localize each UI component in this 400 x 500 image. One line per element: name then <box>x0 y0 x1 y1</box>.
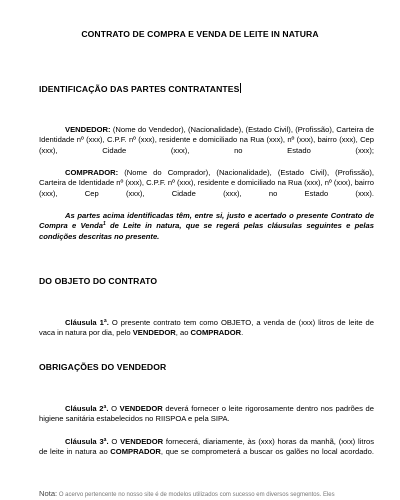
clause-2-text-2: deverá fornecer o leite rigorosamente dentro nos padrões de higiene sanitária estabelecidos no RIISPOA e pela SIPA. <box>39 404 375 424</box>
clause-1-text: O presente contrato tem como OBJETO, a venda de (xxx) litros de leite de vaca in natura por dia, pelo <box>39 318 375 338</box>
clause-1-text-3: . <box>241 328 244 338</box>
clause-2-text: O <box>108 404 120 413</box>
clause-3-seller: VENDEDOR <box>120 437 164 446</box>
clause-1-buyer: COMPRADOR <box>190 328 242 338</box>
footnote-label: Nota: <box>39 489 58 498</box>
clause-3-buyer: COMPRADOR <box>110 447 161 457</box>
section-heading-parties-text: IDENTIFICAÇÃO DAS PARTES CONTRATANTES <box>39 84 240 94</box>
agreement-footnote-ref: 1 <box>102 221 106 228</box>
seller-paragraph <box>39 125 374 156</box>
clause-3-label: Cláusula 3ª. <box>65 437 109 446</box>
section-heading-obligations: OBRIGAÇÕES DO VENDEDOR <box>39 362 167 372</box>
text-cursor <box>240 83 241 93</box>
seller-text: (Nome do Vendedor), (Nacionalidade), (Estado Civil), (Profissão), Carteira de Identidade nº (xxx), C.P.F. nº (xxx), residente e domiciliado na Rua (xxx), nº (xxx), bairro (xxx), Cep (xxx), Cidade (xxx), no Estado (xxx); <box>39 125 374 155</box>
section-heading-parties <box>39 83 241 94</box>
agreement-paragraph <box>39 211 374 242</box>
clause-1-paragraph <box>39 318 374 339</box>
clause-2-label: Cláusula 2ª. <box>65 404 109 413</box>
clause-1-label: Cláusula 1ª. <box>65 318 109 327</box>
section-heading-object: DO OBJETO DO CONTRATO <box>39 276 158 286</box>
clause-2-seller: VENDEDOR <box>119 404 163 413</box>
footnote <box>39 489 399 498</box>
clause-1-seller: VENDEDOR <box>132 328 176 338</box>
buyer-paragraph <box>39 168 374 199</box>
seller-label: VENDEDOR: <box>65 125 111 134</box>
document-title: CONTRATO DE COMPRA E VENDA DE LEITE IN NATURA <box>81 29 319 39</box>
clause-3-text-3: , que se comprometerá a buscar os galões no local acordado. <box>160 447 374 457</box>
clause-2-paragraph <box>39 404 374 425</box>
agreement-text-1: As partes acima identificadas têm, entre si, justo e acertado o presente Contrato de Compra e Venda <box>39 211 374 231</box>
clause-3-text: O <box>108 437 121 446</box>
clause-3-paragraph <box>39 437 374 458</box>
clause-3-text-2: fornecerá, diariamente, às (xxx) horas da manhã, (xxx) litros de leite in natura ao <box>39 437 374 457</box>
footnote-text: O acervo pertencente no nosso site é de modelos utilizados com sucesso em diversos segmentos. Eles <box>57 492 335 498</box>
agreement-text-2: de Leite in natura, que se regerá pelas cláusulas seguintes e pelas condições descritas no presente. <box>39 221 374 241</box>
clause-1-text-2: , ao <box>175 328 191 338</box>
buyer-label: COMPRADOR: <box>65 168 119 177</box>
buyer-text: (Nome do Comprador), (Nacionalidade), (Estado Civil), (Profissão), Carteira de Identidade nº (xxx), C.P.F. nº (xxx), residente e domiciliado na Rua (xxx), nº (xxx), bairro (xxx), Cep (xxx), Cidade (xxx), no Estado (xxx). <box>39 168 374 198</box>
